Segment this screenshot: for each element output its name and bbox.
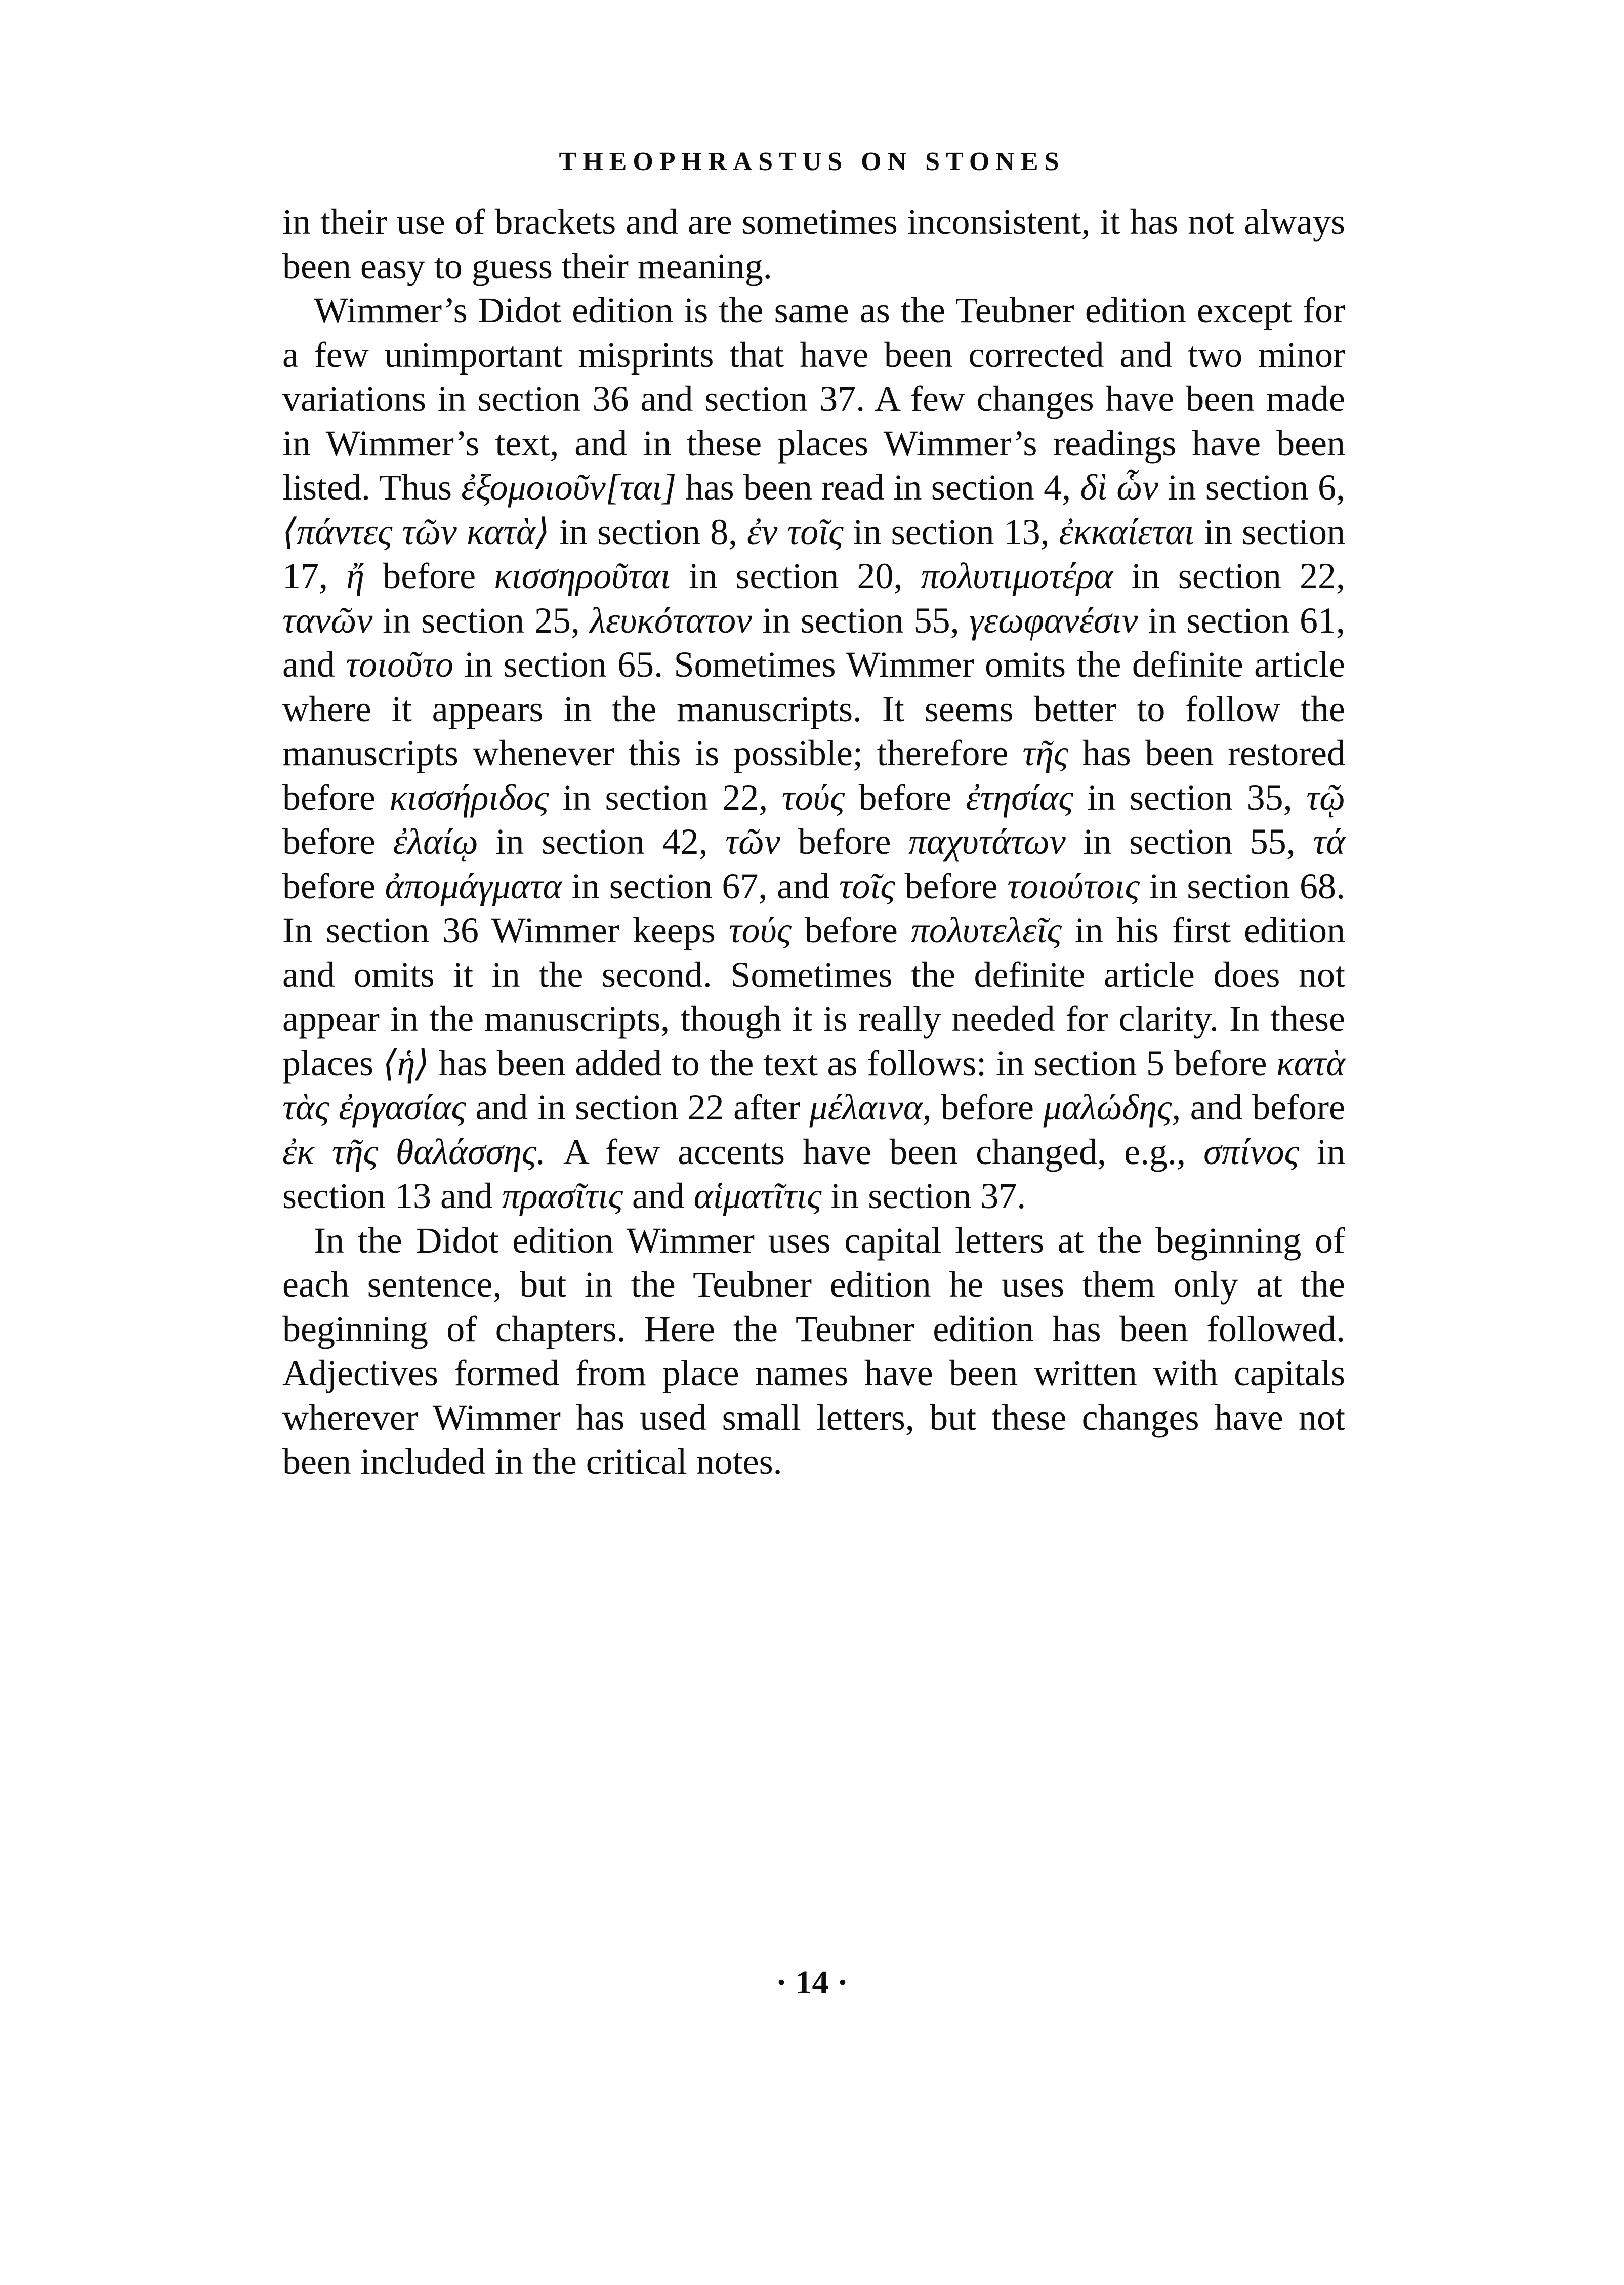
greek-reading: τῆς <box>1022 733 1068 773</box>
greek-reading: ⟨πάντες τῶν κατὰ⟩ <box>282 511 550 552</box>
greek-reading: πρασῖτις <box>502 1176 623 1216</box>
text-run: before <box>844 777 966 818</box>
text-run: in section 6, <box>1158 467 1345 508</box>
greek-reading: ἐκκαίεται <box>1059 511 1194 552</box>
text-run: before <box>895 865 1008 906</box>
text-run: and before <box>1181 1087 1345 1128</box>
text-run: in section 17, <box>282 511 1345 596</box>
text-run: in his first edition and omits it in the second. Sometimes the definite article does not appear in the manuscripts, though it is really needed for clarity. In these places <box>282 910 1345 1084</box>
text-run: has been restored before <box>282 733 1346 818</box>
text-run: Wimmer’s Didot edition is the same as the Teubner edition except for a few unimportant misprints that have been corrected and two minor variations in section 36 and section 37. A few changes have been made in Wimmer’s text, and in these places Wimmer’s readings have been listed. Thus <box>282 290 1345 508</box>
greek-reading: τά <box>1313 821 1345 862</box>
text-run: in section 22, <box>549 777 782 818</box>
greek-reading: ἐκ τῆς θαλάσσης. <box>282 1131 546 1172</box>
text-run: in section 67, and <box>562 865 839 906</box>
text-run: and in section 22 after <box>466 1087 810 1128</box>
greek-reading: πολυτιμοτέρα <box>921 556 1113 596</box>
page-number: · 14 · <box>775 1964 849 2001</box>
text-run: in section 55, <box>1065 821 1313 862</box>
paragraph-continued: in their use of brackets and are sometimes inconsistent, it has not always been easy to guess their meaning. <box>282 201 1345 286</box>
greek-reading: τούς <box>781 777 845 818</box>
text-run: in section 65. Sometimes Wimmer omits the definite article where it appears in the manuscripts. It seems better to follow the manuscripts whenever this is possible; therefore <box>282 644 1345 773</box>
text-run: in section 55, <box>752 600 970 641</box>
greek-reading: τῷ <box>1306 777 1345 818</box>
greek-reading: ἤ <box>346 556 364 596</box>
greek-reading: ἐλαίῳ <box>393 821 478 862</box>
greek-reading: λευκότατον <box>590 600 753 641</box>
greek-reading: ἐν τοῖς <box>747 511 844 552</box>
greek-reading: σπίνος <box>1203 1131 1299 1172</box>
text-run: in section 22, <box>1113 556 1346 596</box>
text-run: in section 20, <box>670 556 921 596</box>
text-run: before <box>791 910 911 950</box>
greek-reading: τούς <box>728 910 792 950</box>
greek-reading: παχυτάτων <box>908 821 1066 862</box>
text-run: before <box>931 1087 1044 1128</box>
text-run: in section 35, <box>1073 777 1307 818</box>
text-run: has been added to the text as follows: in section 5 before <box>429 1043 1277 1084</box>
text-run: in section 25, <box>372 600 590 641</box>
greek-reading: κατὰ τὰς ἐργασίας <box>282 1043 1345 1128</box>
text-run: in section 8, <box>549 511 747 552</box>
greek-reading: μαλώδης, <box>1043 1087 1181 1128</box>
greek-reading: γεωφανέσιν <box>969 600 1138 641</box>
greek-reading: κισσήριδος <box>389 777 549 818</box>
paragraph-capitalization: In the Didot edition Wimmer uses capital letters at the beginning of each sentence, but in the Teubner edition he uses them only at the beginning of chapters. Here the Teubner edition has been followed. Adjectives formed from place names have been written with capitals wherever Wimmer has used small letters, but these changes have not been included in the critical notes. <box>282 1220 1345 1482</box>
greek-reading: τῶν <box>725 821 780 862</box>
running-title: THEOPHRASTUS ON STONES <box>559 147 1065 176</box>
greek-reading: τοιοῦτο <box>346 644 453 685</box>
greek-reading: τοιούτοις <box>1007 865 1140 906</box>
text-run: in section 42, <box>478 821 726 862</box>
text-run: in section 61, and <box>282 600 1345 685</box>
text-run: in section 13 and <box>282 1131 1345 1216</box>
text-run: before <box>780 821 909 862</box>
greek-reading: ἐτησίας <box>966 777 1073 818</box>
greek-reading: δὶ ὧν <box>1080 467 1159 508</box>
greek-reading: τανῶν <box>282 600 373 641</box>
greek-reading: ἀπομάγματα <box>385 865 562 906</box>
greek-reading: κισσηροῦται <box>494 556 671 596</box>
text-run: before <box>282 821 393 862</box>
greek-reading: τοῖς <box>839 865 895 906</box>
text-run: in section 68. In section 36 Wimmer keeps <box>282 865 1345 950</box>
text-run: before <box>364 556 494 596</box>
text-run: in section 37. <box>821 1176 1026 1216</box>
text-run: has been read in section 4, <box>676 467 1080 508</box>
text-run: in section 13, <box>843 511 1059 552</box>
text-run: and <box>622 1176 694 1216</box>
text-run: A few accents have been changed, e.g., <box>545 1131 1204 1172</box>
greek-reading: μέλαινα, <box>809 1087 932 1128</box>
text-run: before <box>282 865 385 906</box>
paragraph-didot-edition <box>282 288 1345 1219</box>
greek-reading: αἱματῖτις <box>693 1176 822 1216</box>
greek-reading: ἐξομοιοῦν[ται] <box>461 467 677 508</box>
greek-reading: πολυτελεῖς <box>910 910 1062 950</box>
body-text <box>282 200 1345 1484</box>
greek-reading: ⟨ἡ⟩ <box>383 1043 430 1084</box>
